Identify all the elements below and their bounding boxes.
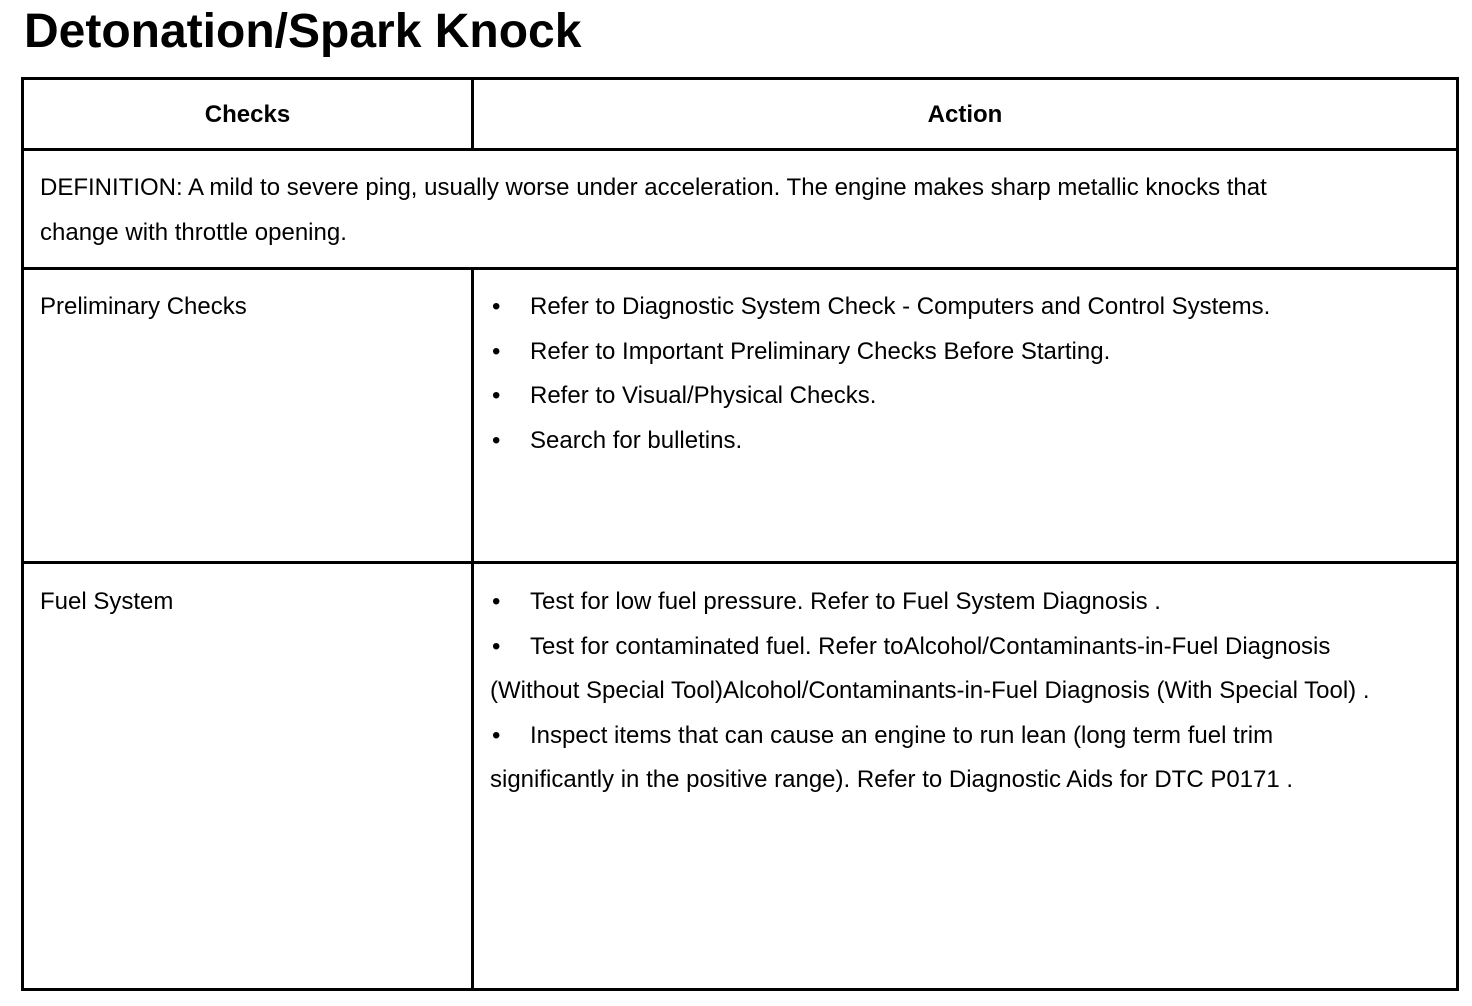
bullet-icon: • — [492, 632, 501, 660]
bullet-icon: • — [492, 337, 501, 365]
list-item: • Refer to Visual/Physical Checks. — [490, 374, 1450, 419]
action-list-preliminary — [490, 285, 1450, 463]
list-item: • Test for contaminated fuel. Refer toAlcohol/Contaminants-in-Fuel Diagnosis (Without Special Tool)Alcohol/Contaminants-in-Fuel Diagnosis (With Special Tool) . — [490, 625, 1380, 714]
bullet-icon: • — [492, 426, 501, 454]
list-item: • Search for bulletins. — [490, 419, 1450, 464]
page-title: Detonation/Spark Knock — [24, 5, 582, 58]
symptom-table — [21, 77, 1459, 991]
bullet-icon: • — [492, 588, 501, 615]
action-list-fuel-system — [490, 580, 1380, 803]
check-label-preliminary: Preliminary Checks — [40, 293, 247, 320]
list-item: • Test for low fuel pressure. Refer to Fuel System Diagnosis . — [490, 580, 1380, 625]
header-divider — [24, 148, 1456, 151]
list-item: • Inspect items that can cause an engine to run lean (long term fuel trim significantly in the positive range). Refer to Diagnostic Aids for DTC P0171 . — [490, 714, 1380, 803]
definition-divider — [24, 267, 1456, 270]
row-divider — [24, 561, 1456, 564]
bullet-icon: • — [492, 293, 501, 320]
column-divider-body — [471, 267, 474, 988]
definition-text: DEFINITION: A mild to severe ping, usually worse under acceleration. The engine makes sharp metallic knocks that change with throttle opening. — [40, 174, 1267, 246]
bullet-icon: • — [492, 382, 501, 409]
list-item: • Refer to Important Preliminary Checks Before Starting. — [490, 330, 1450, 375]
header-action: Action — [927, 101, 1003, 128]
header-checks: Checks — [204, 101, 291, 128]
check-label-fuel-system: Fuel System — [40, 588, 174, 615]
list-item: • Refer to Diagnostic System Check - Computers and Control Systems. — [490, 285, 1450, 330]
bullet-icon: • — [492, 721, 501, 749]
